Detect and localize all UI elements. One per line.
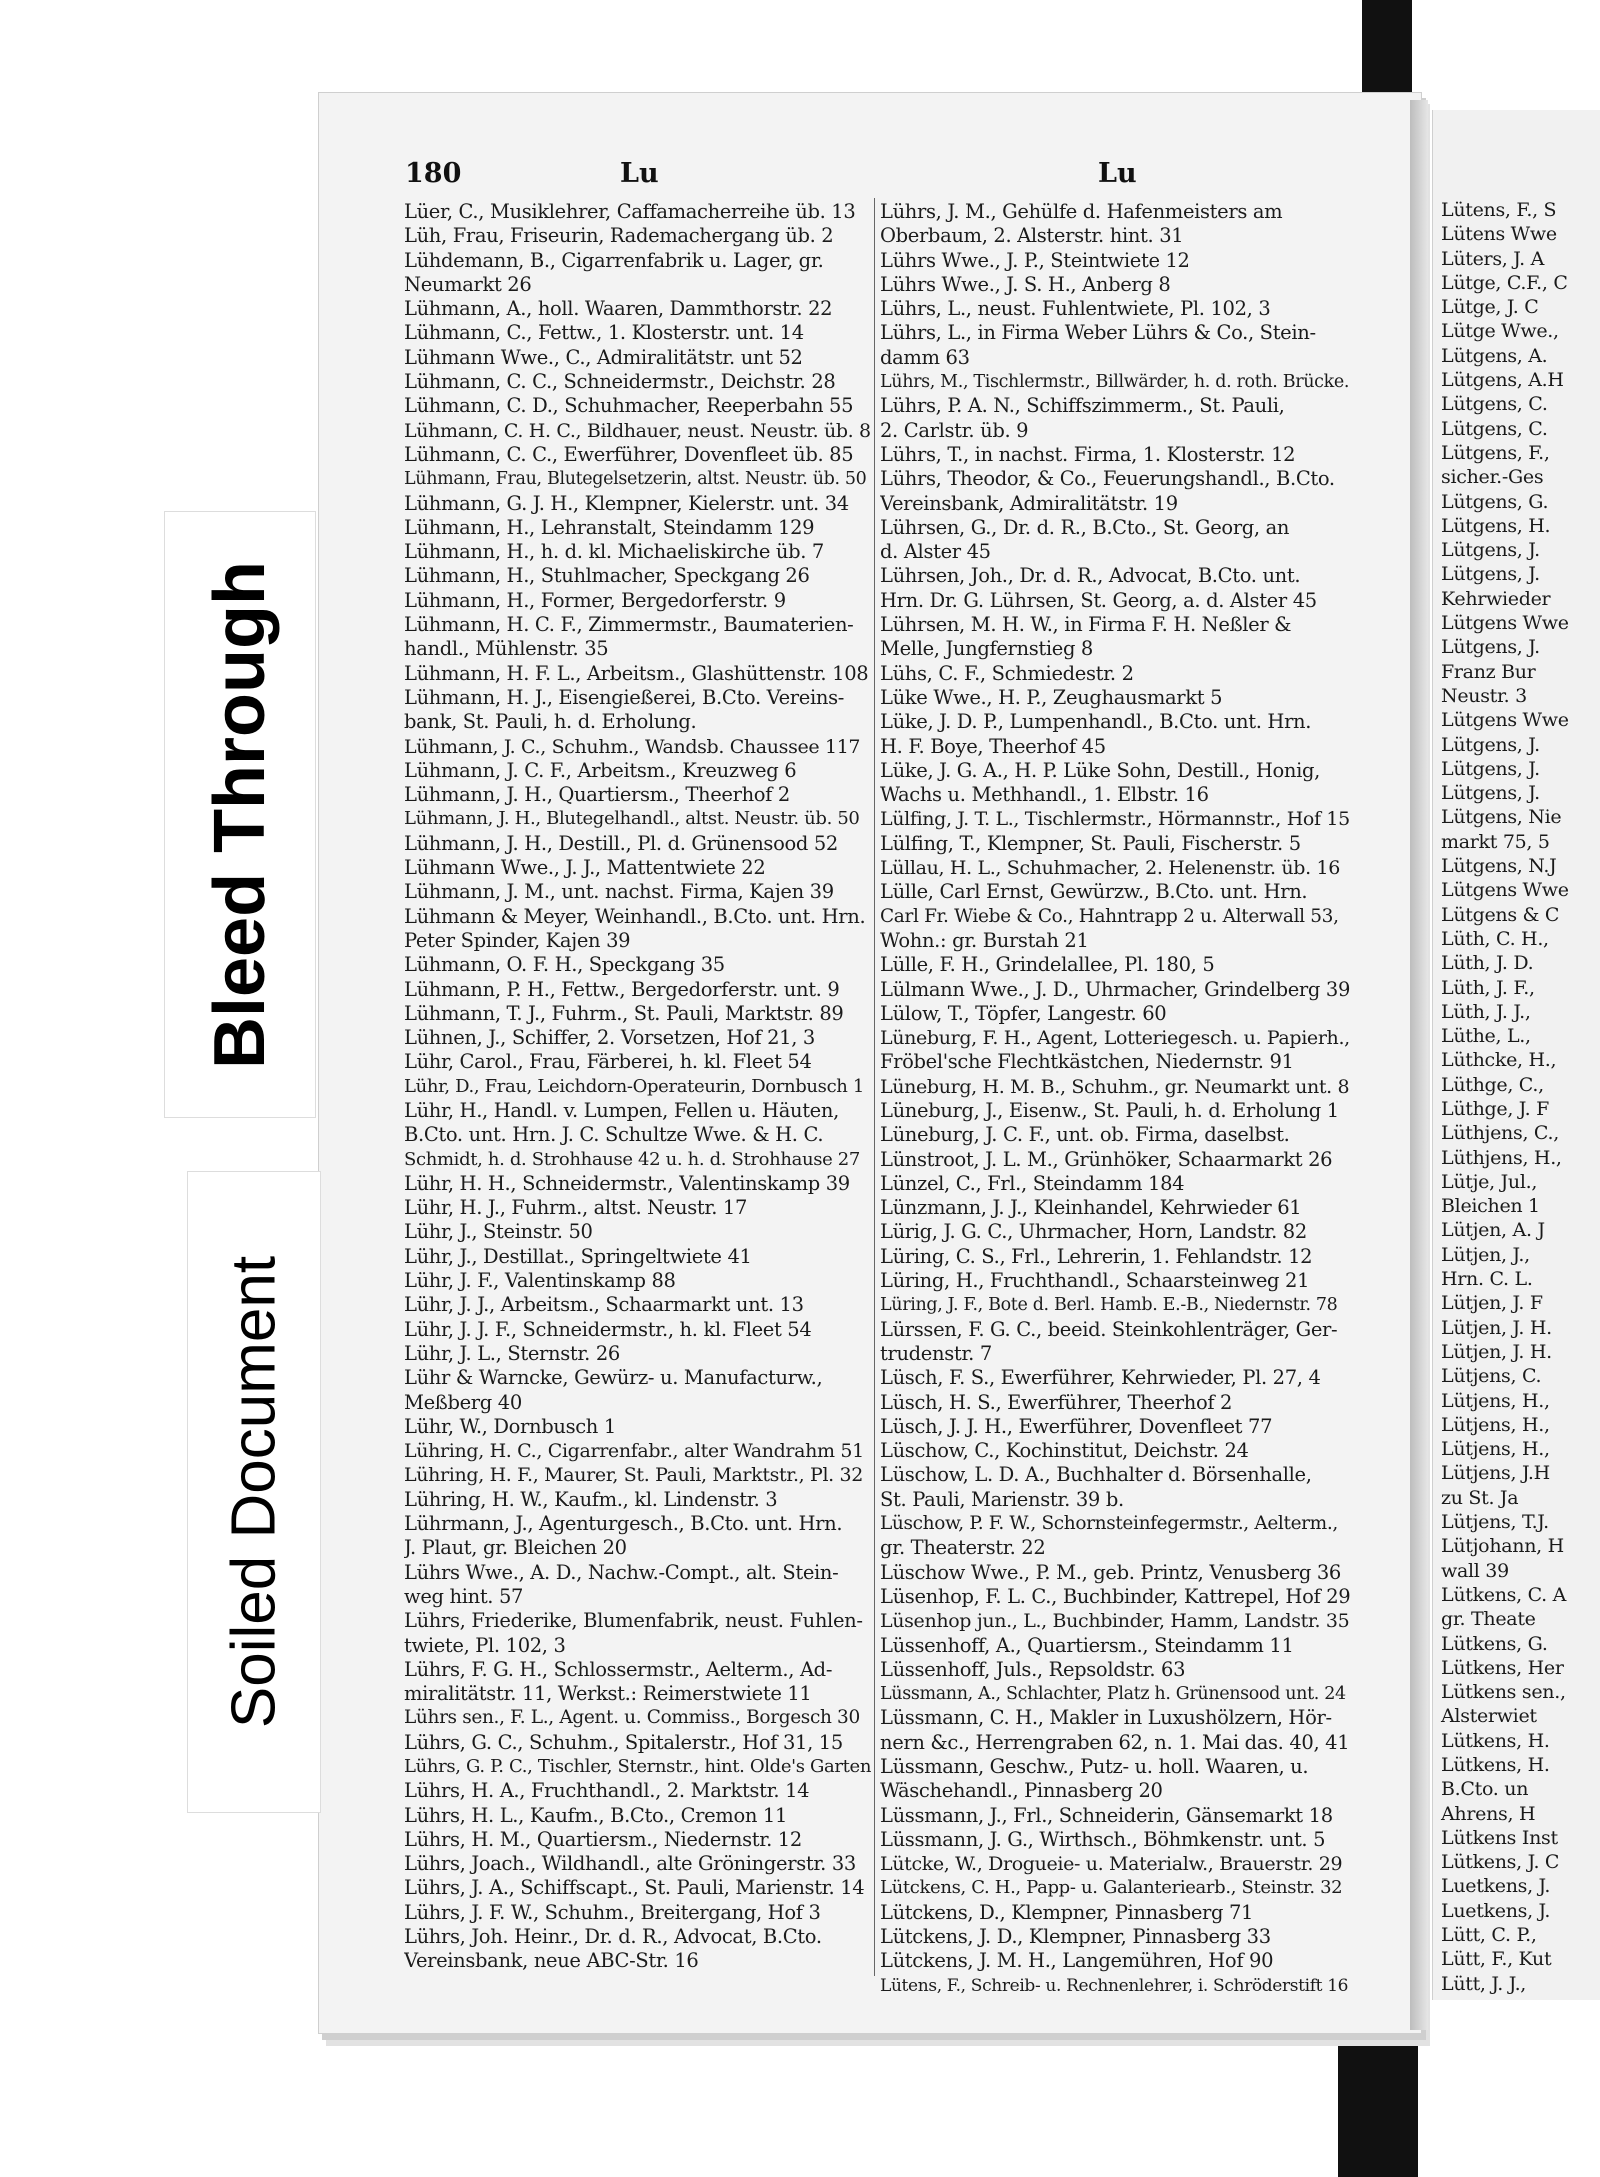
directory-entry: Lütcke, W., Drogueie- u. Materialw., Brauerstr. 29 — [880, 1853, 1343, 1876]
adjacent-page-entry: Lütgens, C. — [1441, 393, 1548, 416]
directory-entry: Lühmann, H., h. d. kl. Michaeliskirche üb. 7 — [404, 540, 824, 564]
directory-entry: Lühmann, H. F. L., Arbeitsm., Glashüttenstr. 108 — [404, 661, 869, 685]
directory-entry: Lüschow Wwe., P. M., geb. Printz, Venusberg 36 — [880, 1560, 1341, 1584]
adjacent-page-entry: Lütkens, G. — [1441, 1632, 1548, 1655]
adjacent-page-entry: gr. Theate — [1441, 1608, 1536, 1631]
directory-entry: Lüer, C., Musiklehrer, Caffamacherreihe üb. 13 — [404, 200, 856, 223]
adjacent-page-entry: Lütgens Wwe — [1441, 612, 1569, 635]
directory-entry: Lüsch, H. S., Ewerführer, Theerhof 2 — [880, 1390, 1233, 1414]
directory-entry: Lüring, J. F., Bote d. Berl. Hamb. E.-B., Niedernstr. 78 — [880, 1295, 1338, 1316]
adjacent-page-entry: Lütge, C.F., C — [1441, 271, 1568, 294]
bleed-through-label — [165, 512, 315, 1117]
directory-entry: Lünzel, C., Frl., Steindamm 184 — [880, 1171, 1185, 1195]
adjacent-page-entry: Lütgens, Nie — [1441, 806, 1562, 829]
adjacent-page-entry: wall 39 — [1441, 1559, 1509, 1582]
directory-entry: Vereinsbank, neue ABC-Str. 16 — [404, 1949, 699, 1973]
directory-entry: Lühmann, A., holl. Waaren, Dammthorstr. 22 — [404, 297, 833, 321]
directory-entry: Lüsenhop, F. L. C., Buchbinder, Kattrepel, Hof 29 — [880, 1584, 1350, 1608]
adjacent-page-entry: Lütgens & C — [1441, 903, 1560, 926]
directory-entry: Lülow, T., Töpfer, Langestr. 60 — [880, 1001, 1167, 1025]
adjacent-page-entry: Lüthjens, H., — [1441, 1146, 1562, 1169]
adjacent-page-entry: Luetkens, J. — [1441, 1875, 1551, 1898]
directory-entry: trudenstr. 7 — [880, 1341, 992, 1365]
directory-entry: Lührs, Joach., Wildhandl., alte Gröningerstr. 33 — [404, 1852, 856, 1876]
directory-entry: Lührs, Friederike, Blumenfabrik, neust. Fuhlen- — [404, 1609, 863, 1633]
directory-entry: Lühmann, J. C. F., Arbeitsm., Kreuzweg 6 — [404, 758, 797, 782]
adjacent-page-entry: Lütge Wwe., — [1441, 320, 1559, 343]
directory-entry: Lühr, J., Destillat., Springeltwiete 41 — [404, 1244, 752, 1268]
directory-entry: Lülfing, J. T. L., Tischlermstr., Hörmannstr., Hof 15 — [880, 808, 1350, 831]
directory-entry: Lüh, Frau, Friseurin, Rademachergang üb. 2 — [404, 224, 834, 248]
adjacent-page-entry: Lüth, J. J., — [1441, 1000, 1531, 1023]
directory-entry: Lühr, H. H., Schneidermstr., Valentinskamp 39 — [404, 1171, 850, 1195]
directory-entry: Lülle, Carl Ernst, Gewürzw., B.Cto. unt. Hrn. — [880, 880, 1308, 904]
directory-entry: Lülle, F. H., Grindelallee, Pl. 180, 5 — [880, 953, 1215, 977]
adjacent-page-entry: Kehrwieder — [1441, 587, 1551, 610]
directory-entry: Lühr, H., Handl. v. Lumpen, Fellen u. Häuten, — [404, 1098, 839, 1122]
adjacent-page-entry: sicher.-Ges — [1441, 466, 1544, 489]
directory-entry: Lühr, J., Steinstr. 50 — [404, 1220, 593, 1244]
directory-entry: Lührs, H. M., Quartiersm., Niedernstr. 12 — [404, 1827, 802, 1851]
adjacent-page-entry: Franz Bur — [1441, 660, 1536, 683]
directory-entry: Lüsch, F. S., Ewerführer, Kehrwieder, Pl. 27, 4 — [880, 1366, 1321, 1390]
adjacent-page-entry: Lütjen, J. F — [1441, 1292, 1543, 1315]
adjacent-page-entry: Alsterwiet — [1441, 1705, 1537, 1728]
adjacent-page-entry: Lütkens Inst — [1441, 1826, 1558, 1849]
adjacent-page-entry: Ahrens, H — [1441, 1802, 1536, 1825]
directory-entry: Peter Spinder, Kajen 39 — [404, 928, 631, 952]
directory-entry: Melle, Jungfernstieg 8 — [880, 637, 1093, 661]
directory-entry: Lüschow, P. F. W., Schornsteinfegermstr., Aelterm., — [880, 1513, 1338, 1535]
directory-entry: B.Cto. unt. Hrn. J. C. Schultze Wwe. & H. C. — [404, 1123, 824, 1147]
directory-entry: Lühmann, H., Stuhlmacher, Speckgang 26 — [404, 564, 810, 588]
directory-entry: Lütckens, J. D., Klempner, Pinnasberg 33 — [880, 1925, 1271, 1949]
soiled-document-text: Soiled Document — [219, 1255, 289, 1729]
directory-entry: Lührs, M., Tischlermstr., Billwärder, h. d. roth. Brücke. — [880, 372, 1350, 393]
directory-entry: Lühmann, C. C., Ewerführer, Dovenfleet üb. 85 — [404, 442, 854, 466]
directory-entry: Lühmann, J. H., Blutegelhandl., altst. Neustr. üb. 50 — [404, 808, 860, 830]
adjacent-page-entry: Lütjens, H., — [1441, 1438, 1550, 1461]
directory-entry: Lühr, Carol., Frau, Färberei, h. kl. Fleet 54 — [404, 1050, 812, 1074]
adjacent-page-entry: Lütjen, J. H. — [1441, 1316, 1552, 1339]
scanner-edge-top — [1362, 0, 1412, 92]
directory-entry: Lühr, J. F., Valentinskamp 88 — [404, 1269, 676, 1293]
adjacent-page-entry: Lüth, J. F., — [1441, 976, 1535, 999]
directory-entry: Lüsch, J. J. H., Ewerführer, Dovenfleet 77 — [880, 1414, 1273, 1438]
adjacent-page-entry: Lütjens, J.H — [1441, 1462, 1550, 1485]
directory-entry: Lühmann, H., Former, Bergedorferstr. 9 — [404, 588, 786, 612]
directory-entry: Lührs, L., in Firma Weber Lührs & Co., Stein- — [880, 321, 1316, 345]
directory-entry: gr. Theaterstr. 22 — [880, 1536, 1046, 1560]
directory-entry: Lühring, H. F., Maurer, St. Pauli, Marktstr., Pl. 32 — [404, 1464, 864, 1487]
directory-entry: Lühmann, O. F. H., Speckgang 35 — [404, 953, 725, 977]
directory-entry: Lüneburg, J., Eisenw., St. Pauli, h. d. Erholung 1 — [880, 1098, 1339, 1122]
directory-entry: miralitätstr. 11, Werkst.: Reimerstwiete 11 — [404, 1682, 812, 1706]
adjacent-page-entry: Lütkens, C. A — [1441, 1583, 1567, 1606]
directory-entry: Vereinsbank, Admiralitätstr. 19 — [880, 491, 1178, 515]
directory-entry: Lüsenhop jun., L., Buchbinder, Hamm, Landstr. 35 — [880, 1610, 1350, 1633]
adjacent-page-entry: Lütgens, F., — [1441, 441, 1550, 464]
directory-entry: Lüring, H., Fruchthandl., Schaarsteinweg 21 — [880, 1269, 1310, 1293]
directory-entry: Lüssenhoff, Juls., Repsoldstr. 63 — [880, 1657, 1186, 1681]
directory-entry: Lührs, Joh. Heinr., Dr. d. R., Advocat, B.Cto. — [404, 1925, 822, 1949]
directory-entry: Lühr & Warncke, Gewürz- u. Manufacturw., — [404, 1366, 823, 1390]
adjacent-page-entry: Lütjens, T.J. — [1441, 1511, 1549, 1534]
soiled-document-label — [188, 1172, 320, 1812]
directory-entry: St. Pauli, Marienstr. 39 b. — [880, 1487, 1124, 1511]
directory-entry: Lührs, L., neust. Fuhlentwiete, Pl. 102, 3 — [880, 297, 1271, 321]
adjacent-page — [1432, 110, 1600, 2000]
adjacent-page-entry: Lüthge, C., — [1441, 1073, 1544, 1096]
directory-entry: Lühmann, H. J., Eisengießerei, B.Cto. Vereins- — [404, 685, 844, 709]
directory-entry: Lühmann, J. C., Schuhm., Wandsb. Chaussee 117 — [404, 735, 861, 758]
directory-entry: Lühr, J. J., Arbeitsm., Schaarmarkt unt. 13 — [404, 1293, 804, 1317]
directory-entry: damm 63 — [880, 345, 970, 369]
directory-entry: Lütens, F., Schreib- u. Rechnenlehrer, i. Schröderstift 16 — [880, 1975, 1349, 1996]
directory-entry: Lührsen, M. H. W., in Firma F. H. Neßler & — [880, 613, 1292, 637]
directory-entry: Lühs, C. F., Schmiedestr. 2 — [880, 661, 1134, 685]
directory-entry: Lührs, H. A., Fruchthandl., 2. Marktstr. 14 — [404, 1779, 810, 1803]
adjacent-page-entry: Lütgens Wwe — [1441, 879, 1569, 902]
directory-entry: d. Alster 45 — [880, 540, 991, 564]
directory-entry: Lühmann & Meyer, Weinhandl., B.Cto. unt. Hrn. — [404, 904, 866, 928]
directory-entry: Fröbel'sche Flechtkästchen, Niedernstr. 91 — [880, 1050, 1294, 1074]
directory-entry: Lühr, J. J. F., Schneidermstr., h. kl. Fleet 54 — [404, 1317, 812, 1341]
directory-entry: handl., Mühlenstr. 35 — [404, 637, 609, 661]
adjacent-page-entry: Lüthe, L., — [1441, 1025, 1531, 1048]
directory-entry: Lühmann, P. H., Fettw., Bergedorferstr. unt. 9 — [404, 977, 840, 1001]
directory-entry: Lürig, J. G. C., Uhrmacher, Horn, Landstr. 82 — [880, 1220, 1307, 1244]
directory-entry: Lühdemann, B., Cigarrenfabrik u. Lager, gr. — [404, 248, 824, 272]
directory-entry: Lürssen, F. G. C., beeid. Steinkohlenträger, Ger- — [880, 1317, 1338, 1341]
directory-entry: Lüssmann, Geschw., Putz- u. holl. Waaren, u. — [880, 1755, 1309, 1778]
left-column — [404, 200, 872, 1974]
directory-entry: Lührmann, J., Agenturgesch., B.Cto. unt. Hrn. — [404, 1512, 843, 1536]
directory-entry: Lühnen, J., Schiffer, 2. Vorsetzen, Hof 21, 3 — [404, 1026, 815, 1050]
directory-entry: Lüllau, H. L., Schuhmacher, 2. Helenenstr. üb. 16 — [880, 857, 1340, 880]
directory-entry: Lühmann, J. M., unt. nachst. Firma, Kajen 39 — [404, 880, 834, 904]
directory-entry: Lühmann, Frau, Blutegelsetzerin, altst. Neustr. üb. 50 — [404, 469, 867, 490]
adjacent-page-entry: Lütjen, J., — [1441, 1243, 1530, 1266]
directory-entry: Lüke Wwe., H. P., Zeughausmarkt 5 — [880, 685, 1223, 709]
adjacent-page-entry: Lüthge, J. F — [1441, 1097, 1550, 1120]
directory-entry: bank, St. Pauli, h. d. Erholung. — [404, 710, 697, 734]
directory-entry: Lütckens, J. M. H., Langemühren, Hof 90 — [880, 1949, 1274, 1973]
directory-entry: J. Plaut, gr. Bleichen 20 — [404, 1536, 627, 1560]
adjacent-page-entry: Lütgens, N.J — [1441, 855, 1557, 878]
directory-entry: Lührs, H. L., Kaufm., B.Cto., Cremon 11 — [404, 1803, 788, 1827]
directory-entry: Wohn.: gr. Burstah 21 — [880, 928, 1089, 952]
directory-entry: Lünzmann, J. J., Kleinhandel, Kehrwieder 61 — [880, 1196, 1302, 1220]
directory-entry: Lüneburg, F. H., Agent, Lotteriegesch. u. Papierh., — [880, 1027, 1350, 1050]
adjacent-page-entry: Lüthjens, C., — [1441, 1122, 1559, 1145]
directory-entry: Lüssmann, J., Frl., Schneiderin, Gänsemarkt 18 — [880, 1803, 1333, 1827]
directory-entry: Carl Fr. Wiebe & Co., Hahntrapp 2 u. Alterwall 53, — [880, 905, 1339, 927]
directory-entry: Lühmann, C. H. C., Bildhauer, neust. Neustr. üb. 8 — [404, 419, 871, 442]
directory-entry: Lühring, H. W., Kaufm., kl. Lindenstr. 3 — [404, 1487, 778, 1511]
directory-entry: Lütckens, D., Klempner, Pinnasberg 71 — [880, 1900, 1254, 1924]
adjacent-page-entry: Lütgens Wwe — [1441, 709, 1569, 732]
bleed-through-text: Bleed Through — [200, 560, 280, 1069]
adjacent-page-entry: Lüthcke, H., — [1441, 1049, 1557, 1072]
directory-entry: Lührsen, Joh., Dr. d. R., Advocat, B.Cto. unt. — [880, 564, 1301, 588]
directory-entry: Lünstroot, J. L. M., Grünhöker, Schaarmarkt 26 — [880, 1147, 1333, 1171]
directory-entry: Lühmann, H., Lehranstalt, Steindamm 129 — [404, 515, 815, 539]
directory-entry: Lührs, P. A. N., Schiffszimmerm., St. Pauli, — [880, 394, 1285, 418]
adjacent-page-entry: Lütjens, H., — [1441, 1413, 1550, 1436]
directory-entry: Wäschehandl., Pinnasberg 20 — [880, 1779, 1163, 1803]
adjacent-page-entry: zu St. Ja — [1441, 1486, 1519, 1509]
directory-entry: Lühmann, G. J. H., Klempner, Kielerstr. unt. 34 — [404, 491, 849, 515]
directory-entry: Lühr, H. J., Fuhrm., altst. Neustr. 17 — [404, 1196, 748, 1220]
directory-entry: Lülfing, T., Klempner, St. Pauli, Fischerstr. 5 — [880, 831, 1301, 855]
directory-entry: Lühmann, J. H., Quartiersm., Theerhof 2 — [404, 783, 790, 807]
adjacent-page-entry: Lütgens, J. — [1441, 757, 1540, 780]
adjacent-page-entry: Lütgens, J. — [1441, 539, 1540, 562]
directory-entry: Lühr, D., Frau, Leichdorn-Operateurin, Dornbusch 1 — [404, 1075, 865, 1097]
adjacent-page-entry: Lütjens, C. — [1441, 1365, 1542, 1388]
directory-entry: Lühmann Wwe., J. J., Mattentwiete 22 — [404, 856, 766, 880]
adjacent-page-entry: Lütgens, J. — [1441, 733, 1540, 756]
directory-entry: Lühmann, H. C. F., Zimmermstr., Baumaterien- — [404, 613, 854, 637]
directory-entry: Schmidt, h. d. Strohhause 42 u. h. d. Strohhause 27 — [404, 1148, 861, 1170]
directory-entry: Lüneburg, H. M. B., Schuhm., gr. Neumarkt unt. 8 — [880, 1075, 1350, 1098]
directory-entry: Lütckens, C. H., Papp- u. Galanteriearb., Steinstr. 32 — [880, 1877, 1343, 1899]
directory-entry: Lüssmann, C. H., Makler in Luxushölzern, Hör- — [880, 1706, 1332, 1730]
directory-entry: Lühmann Wwe., C., Admiralitätstr. unt 52 — [404, 345, 803, 369]
directory-entry: Lührs, J. M., Gehülfe d. Hafenmeisters am — [880, 200, 1283, 223]
adjacent-page-entry: Lüters, J. A — [1441, 247, 1544, 270]
adjacent-page-entry: Lütgens, C. — [1441, 417, 1548, 440]
directory-entry: Lüssmann, J. G., Wirthsch., Böhmkenstr. unt. 5 — [880, 1827, 1326, 1851]
adjacent-page-entry: Lüth, C. H., — [1441, 927, 1549, 950]
adjacent-page-entry: Lütge, J. C — [1441, 296, 1539, 319]
directory-entry: Lührs Wwe., J. S. H., Anberg 8 — [880, 272, 1171, 296]
adjacent-page-entry: Lütgens, H. — [1441, 514, 1551, 537]
directory-entry: Lührs, T., in nachst. Firma, 1. Klosterstr. 12 — [880, 442, 1296, 466]
directory-entry: Lüneburg, J. C. F., unt. ob. Firma, daselbst. — [880, 1123, 1290, 1147]
directory-entry: Wachs u. Methhandl., 1. Elbstr. 16 — [880, 783, 1209, 807]
directory-entry: H. F. Boye, Theerhof 45 — [880, 734, 1106, 758]
adjacent-page-entry: Lütkens, J. C — [1441, 1851, 1560, 1874]
adjacent-page-entry: Lütt, J. J., — [1441, 1972, 1527, 1995]
directory-entry: twiete, Pl. 102, 3 — [404, 1633, 566, 1657]
directory-entry: Lüring, C. S., Frl., Lehrerin, 1. Fehlandstr. 12 — [880, 1244, 1313, 1268]
directory-entry: Lühr, W., Dornbusch 1 — [404, 1414, 616, 1438]
adjacent-page-entry: Lütjens, H., — [1441, 1389, 1550, 1412]
adjacent-page-entry: Hrn. C. L. — [1441, 1268, 1533, 1291]
column-divider — [874, 198, 875, 1976]
adjacent-page-entry: Lütt, F., Kut — [1441, 1948, 1552, 1971]
adjacent-page-entry: Lütjohann, H — [1441, 1535, 1564, 1558]
directory-entry: Lührs Wwe., A. D., Nachw.-Compt., alt. Stein- — [404, 1560, 839, 1584]
directory-entry: Lühring, H. C., Cigarrenfabr., alter Wandrahm 51 — [404, 1440, 864, 1463]
adjacent-page-entry: Lütkens sen., — [1441, 1681, 1566, 1704]
directory-entry: Lühmann, C. D., Schuhmacher, Reeperbahn 55 — [404, 394, 854, 418]
right-column — [880, 200, 1350, 1998]
adjacent-page-entry: Lüth, J. D. — [1441, 952, 1534, 975]
directory-entry: Hrn. Dr. G. Lührsen, St. Georg, a. d. Alster 45 — [880, 588, 1317, 612]
directory-entry: Lührs, J. A., Schiffscapt., St. Pauli, Marienstr. 14 — [404, 1876, 865, 1900]
directory-entry: Lührs, Theodor, & Co., Feuerungshandl., B.Cto. — [880, 467, 1335, 491]
adjacent-page-entry: Lütgens, J. — [1441, 636, 1540, 659]
directory-entry: Lührs, G. C., Schuhm., Spitalerstr., Hof 31, 15 — [404, 1730, 843, 1754]
directory-entry: Meßberg 40 — [404, 1390, 522, 1414]
adjacent-page-entry: Lütens, F., S — [1441, 199, 1557, 221]
adjacent-page-column — [1441, 198, 1569, 1996]
directory-entry: Lühmann, T. J., Fuhrm., St. Pauli, Marktstr. 89 — [404, 1001, 844, 1025]
directory-entry: Lüssmann, A., Schlachter, Platz h. Grünensood unt. 24 — [880, 1684, 1346, 1705]
directory-entry: Lüke, J. D. P., Lumpenhandl., B.Cto. unt. Hrn. — [880, 710, 1312, 734]
directory-entry: Lührs Wwe., J. P., Steintwiete 12 — [880, 248, 1190, 272]
adjacent-page-entry: Lütkens, H. — [1441, 1729, 1550, 1752]
directory-entry: Lührs, G. P. C., Tischler, Sternstr., hint. Olde's Garten — [404, 1756, 872, 1777]
directory-entry: Lüke, J. G. A., H. P. Lüke Sohn, Destill., Honig, — [880, 758, 1320, 782]
directory-entry: Lührs, F. G. H., Schlossermstr., Aelterm., Ad- — [404, 1657, 833, 1681]
directory-entry: Lülmann Wwe., J. D., Uhrmacher, Grindelberg 39 — [880, 977, 1350, 1001]
directory-entry: Neumarkt 26 — [404, 272, 532, 296]
directory-entry: Lühr, J. L., Sternstr. 26 — [404, 1341, 620, 1365]
adjacent-page-entry: Neustr. 3 — [1441, 684, 1527, 707]
adjacent-page-entry: Luetkens, J. — [1441, 1899, 1551, 1922]
directory-entry: Lüschow, L. D. A., Buchhalter d. Börsenhalle, — [880, 1463, 1312, 1487]
adjacent-page-entry: Bleichen 1 — [1441, 1195, 1540, 1218]
adjacent-page-entry: B.Cto. un — [1441, 1778, 1529, 1801]
directory-entry: Lüssenhoff, A., Quartiersm., Steindamm 11 — [880, 1633, 1294, 1657]
page-number: 180 — [405, 158, 462, 189]
directory-entry: Lührs sen., F. L., Agent. u. Commiss., Borgesch 30 — [404, 1707, 860, 1729]
adjacent-page-entry: Lütkens, H. — [1441, 1754, 1550, 1776]
adjacent-page-entry: Lütgens, J. — [1441, 563, 1540, 586]
adjacent-page-entry: Lütt, C. P., — [1441, 1924, 1537, 1947]
directory-entry: Oberbaum, 2. Alsterstr. hint. 31 — [880, 224, 1184, 248]
directory-entry: Lührsen, G., Dr. d. R., B.Cto., St. Georg, an — [880, 515, 1290, 539]
directory-entry: Lühmann, C., Fettw., 1. Klosterstr. unt. 14 — [404, 321, 804, 345]
adjacent-page-entry: Lütgens, G. — [1441, 490, 1549, 513]
directory-entry: 2. Carlstr. üb. 9 — [880, 418, 1029, 442]
adjacent-page-entry: Lütens Wwe — [1441, 223, 1557, 246]
adjacent-page-entry: Lütjen, A. J — [1441, 1219, 1545, 1242]
directory-entry: Lühmann, C. C., Schneidermstr., Deichstr. 28 — [404, 370, 836, 394]
directory-entry: Lühmann, J. H., Destill., Pl. d. Grünensood 52 — [404, 831, 838, 855]
adjacent-page-entry: markt 75, 5 — [1441, 830, 1550, 853]
page-gutter — [1410, 100, 1428, 2030]
adjacent-page-entry: Lütjen, J. H. — [1441, 1340, 1552, 1363]
header-left: Lu — [620, 158, 659, 189]
adjacent-page-entry: Lütgens, J. — [1441, 782, 1540, 805]
directory-entry: nern &c., Herrengraben 62, n. 1. Mai das. 40, 41 — [880, 1730, 1350, 1754]
directory-entry: Lüschow, C., Kochinstitut, Deichstr. 24 — [880, 1439, 1249, 1463]
adjacent-page-entry: Lütgens, A. — [1441, 344, 1548, 367]
adjacent-page-entry: Lütje, Jul., — [1441, 1170, 1538, 1193]
directory-entry: weg hint. 57 — [404, 1584, 524, 1608]
directory-entry: Lührs, J. F. W., Schuhm., Breitergang, Hof 3 — [404, 1900, 821, 1924]
header-right: Lu — [1098, 158, 1137, 189]
adjacent-page-entry: Lütgens, A.H — [1441, 369, 1564, 392]
adjacent-page-entry: Lütkens, Her — [1441, 1656, 1564, 1679]
